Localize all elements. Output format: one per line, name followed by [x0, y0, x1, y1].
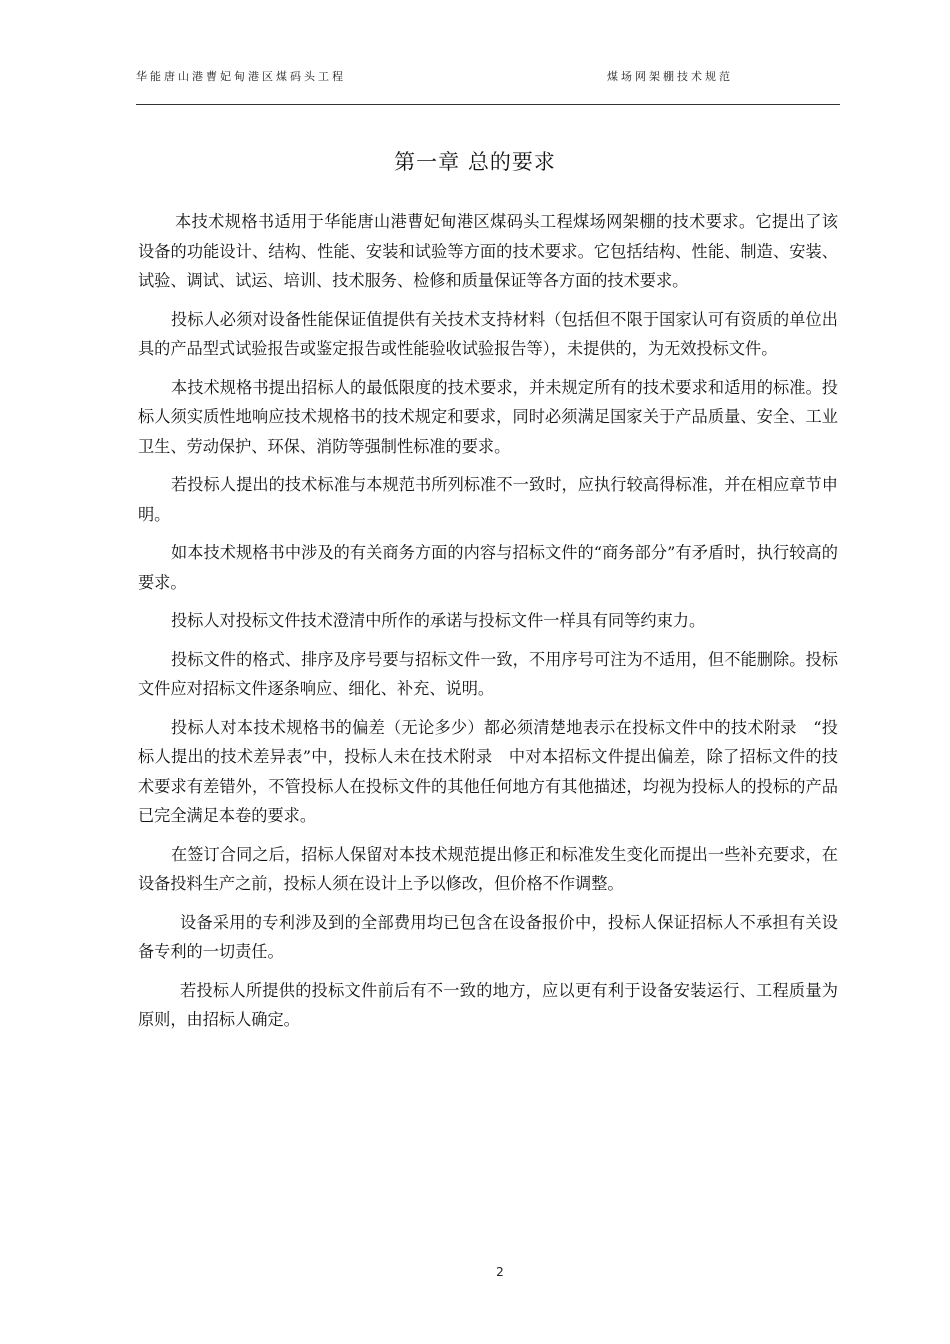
header-divider	[136, 104, 840, 105]
chapter-title: 第一章 总的要求	[394, 150, 556, 174]
paragraph: 设备采用的专利涉及到的全部费用均已包含在设备报价中，投标人保证招标人不承担有关设备专利的一切责任。	[138, 912, 838, 961]
paragraph: 若投标人提出的技术标准与本规范书所列标准不一致时，应执行较高得标准，并在相应章节申明。	[138, 475, 838, 524]
paragraph: 在签订合同之后，招标人保留对本技术规范提出修正和标准发生变化而提出一些补充要求，在设备投料生产之前，投标人须在设计上予以修改，但价格不作调整。	[138, 844, 838, 893]
paragraph: 投标人对投标文件技术澄清中所作的承诺与投标文件一样具有同等约束力。	[171, 611, 706, 630]
paragraph: 本技术规格书提出招标人的最低限度的技术要求，并未规定所有的技术要求和适用的标准。投标人须实质性地响应技术规格书的技术规定和要求，同时必须满足国家关于产品质量、安全、工业卫生、劳动保护、环保、消防等强制性标准的要求。	[138, 377, 838, 456]
running-header-right: 煤场网架棚技术规范	[607, 70, 733, 83]
paragraph: 本技术规格书适用于华能唐山港曹妃甸港区煤码头工程煤场网架棚的技术要求。它提出了该设备的功能设计、结构、性能、安装和试验等方面的技术要求。它包括结构、性能、制造、安装、试验、调试、试运、培训、技术服务、检修和质量保证等各方面的技术要求。	[138, 212, 838, 290]
paragraph: 投标人必须对设备性能保证值提供有关技术支持材料（包括但不限于国家认可有资质的单位出具的产品型式试验报告或鉴定报告或性能验收试验报告等），未提供的，为无效投标文件。	[138, 309, 838, 358]
document-body	[138, 207, 838, 1044]
paragraph: 若投标人所提供的投标文件前后有不一致的地方，应以更有利于设备安装运行、工程质量为原则，由招标人确定。	[138, 980, 838, 1029]
paragraph: 投标文件的格式、排序及序号要与招标文件一致，不用序号可注为不适用，但不能删除。投标文件应对招标文件逐条响应、细化、补充、说明。	[138, 649, 838, 698]
page-number: 2	[496, 1265, 504, 1279]
paragraph: 如本技术规格书中涉及的有关商务方面的内容与招标文件的“商务部分”有矛盾时，执行较高的要求。	[138, 543, 838, 592]
running-header-left: 华能唐山港曹妃甸港区煤码头工程	[136, 70, 346, 83]
paragraph: 投标人对本技术规格书的偏差（无论多少）都必须清楚地表示在投标文件中的技术附录 “投标人提出的技术差异表”中，投标人未在技术附录 中对本招标文件提出偏差，除了招标文件的技术要求有差错外，不管投标人在投标文件的其他任何地方有其他描述，均视为投标人的投标的产品已完全满足本卷的要求。	[138, 717, 838, 825]
